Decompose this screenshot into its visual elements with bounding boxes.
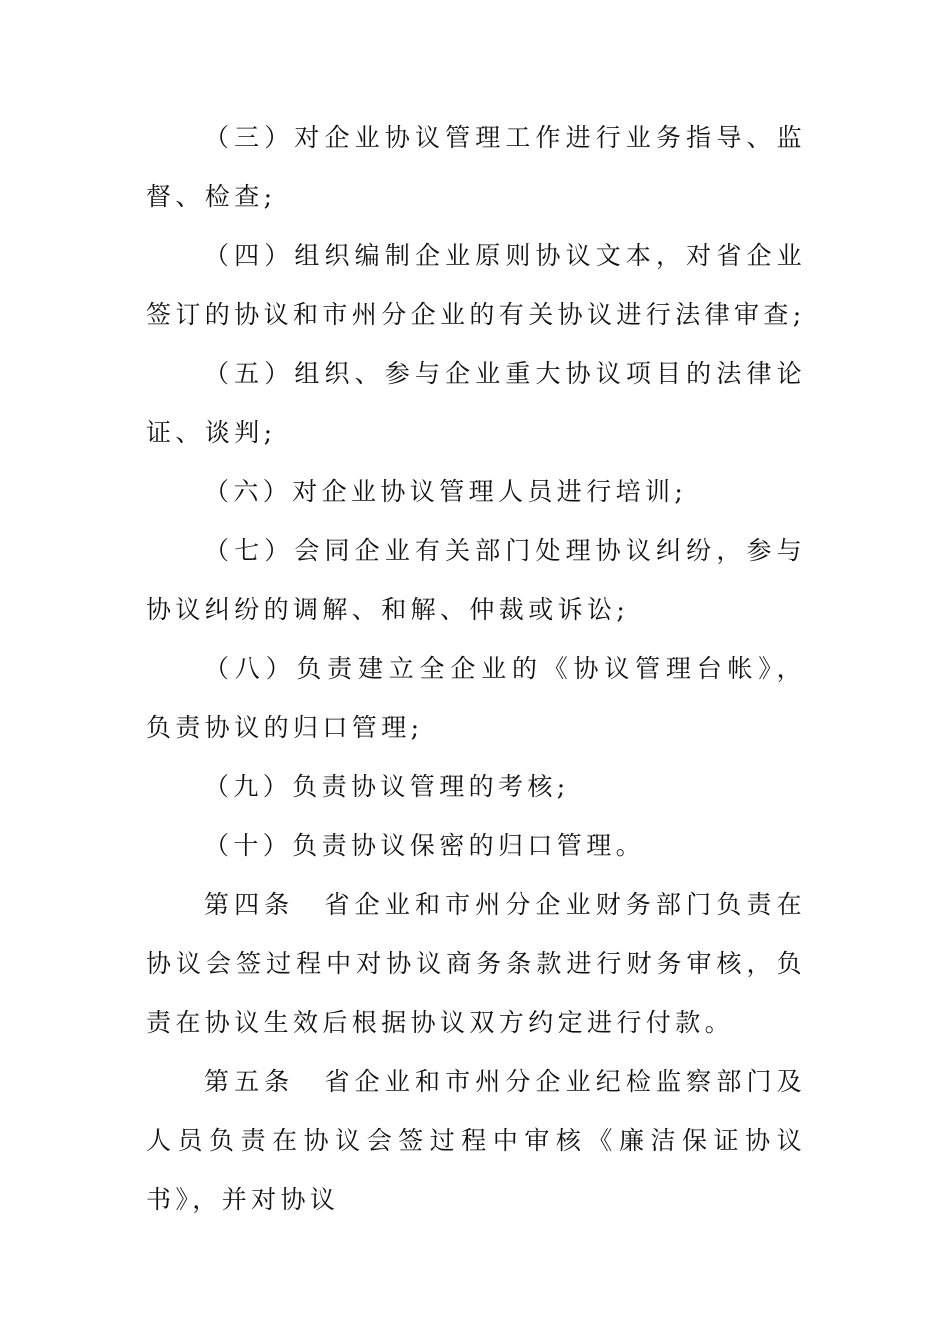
paragraph-item-5: （五）组织、参与企业重大协议项目的法律论证、谈判; [146,359,806,447]
paragraph-item-4: （四）组织编制企业原则协议文本，对省企业签订的协议和市州分企业的有关协议进行法律审查; [146,241,806,329]
paragraph-item-6: （六）对企业协议管理人员进行培训; [204,477,688,506]
document-body [146,108,806,1229]
paragraph-item-3: （三）对企业协议管理工作进行业务指导、监督、检查; [146,123,806,211]
article-5-paragraph: 第五条 省企业和市州分企业纪检监察部门及人员负责在协议会签过程中审核《廉洁保证协议书》，并对协议 [146,1067,806,1214]
paragraph-item-10: （十）负责协议保密的归口管理。 [204,831,646,860]
article-4-paragraph: 第四条 省企业和市州分企业财务部门负责在协议会签过程中对协议商务条款进行财务审核，负责在协议生效后根据协议双方约定进行付款。 [146,890,806,1037]
paragraph-item-7: （七）会同企业有关部门处理协议纠纷，参与协议纠纷的调解、和解、仲裁或诉讼; [146,536,806,624]
paragraph-item-9: （九）负责协议管理的考核; [204,772,570,801]
paragraph-item-8: （八）负责建立全企业的《协议管理台帐》，负责协议的归口管理; [146,654,806,742]
